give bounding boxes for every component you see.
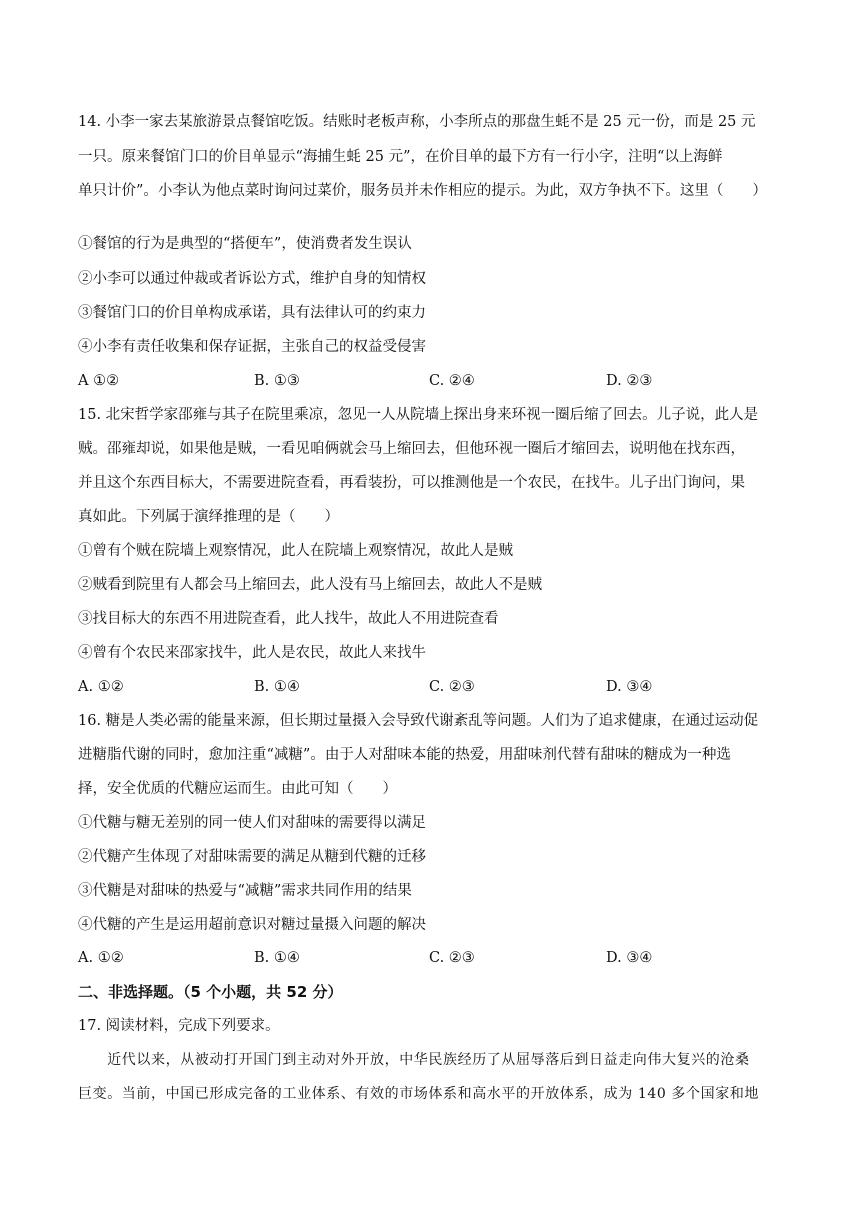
question-stem-line: 单只计价”。小李认为他点菜时询问过菜价，服务员并未作相应的提示。为此，双方争执不下。这里（ ） — [78, 183, 767, 199]
material-paragraph-line: 巨变。当前，中国已形成完备的工业体系、有效的市场体系和高水平的开放体系，成为 140 多个国家和地 — [78, 1086, 760, 1102]
statement-item: ④代糖的产生是运用超前意识对糖过量摄入问题的解决 — [78, 917, 426, 933]
option-b: B. ①③ — [254, 373, 300, 389]
question-stem-line: 并且这个东西目标大，不需要进院查看，再看装扮，可以推测他是一个农民，在找牛。儿子出门询问，果 — [78, 475, 745, 491]
option-a: A. ①② — [78, 950, 124, 966]
option-d: D. ③④ — [606, 950, 653, 966]
statement-item: ③代糖是对甜味的热爱与“减糖”需求共同作用的结果 — [78, 883, 412, 899]
option-b: B. ①④ — [254, 679, 300, 695]
section-heading: 二、非选择题。（5 个小题，共 52 分） — [78, 983, 343, 1001]
statement-item: ③找目标大的东西不用进院查看，此人找牛，故此人不用进院查看 — [78, 611, 499, 627]
material-paragraph-line: 近代以来，从被动打开国门到主动对外开放，中华民族经历了从屈辱落后到日益走向伟大复兴的沧桑 — [78, 1052, 750, 1068]
question-stem-line: 贼。邵雍却说，如果他是贼，一看见咱俩就会马上缩回去，但他环视一圈后才缩回去，说明他在找东西， — [78, 441, 745, 457]
option-d: D. ②③ — [606, 373, 653, 389]
statement-item: ④小李有责任收集和保存证据，主张自己的权益受侵害 — [78, 339, 426, 355]
option-a: A ①② — [78, 373, 120, 389]
statement-item: ④曾有个农民来邵家找牛，此人是农民，故此人来找牛 — [78, 645, 426, 661]
question-stem-line: 17. 阅读材料，完成下列要求。 — [78, 1018, 280, 1034]
statement-item: ①餐馆的行为是典型的“搭便车”，使消费者发生误认 — [78, 236, 412, 252]
statement-item: ②代糖产生体现了对甜味需要的满足从糖到代糖的迁移 — [78, 849, 426, 865]
option-c: C. ②③ — [429, 679, 475, 695]
question-stem-line: 择，安全优质的代糖应运而生。由此可知（ ） — [78, 781, 397, 797]
option-c: C. ②③ — [429, 950, 475, 966]
question-stem-line: 15. 北宋哲学家邵雍与其子在院里乘凉，忽见一人从院墙上探出身来环视一圈后缩了回去。儿子说，此人是 — [78, 407, 759, 423]
option-a: A. ①② — [78, 679, 124, 695]
option-b: B. ①④ — [254, 950, 300, 966]
question-stem-line: 一只。原来餐馆门口的价目单显示“海捕生蚝 25 元”，在价目单的最下方有一行小字，注明“以上海鲜 — [78, 149, 723, 165]
statement-item: ①曾有个贼在院墙上观察情况，此人在院墙上观察情况，故此人是贼 — [78, 543, 513, 559]
question-stem-line: 真如此。下列属于演绎推理的是（ ） — [78, 509, 339, 525]
option-d: D. ③④ — [606, 679, 653, 695]
statement-item: ②贼看到院里有人都会马上缩回去，此人没有马上缩回去，故此人不是贼 — [78, 577, 542, 593]
question-stem-line: 进糖脂代谢的同时，愈加注重“减糖”。由于人对甜味本能的热爱，用甜味剂代替有甜味的糖成为一种选 — [78, 747, 731, 763]
statement-item: ③餐馆门口的价目单构成承诺，具有法律认可的约束力 — [78, 305, 426, 321]
statement-item: ②小李可以通过仲裁或者诉讼方式，维护自身的知情权 — [78, 271, 426, 287]
question-stem-line: 16. 糖是人类必需的能量来源，但长期过量摄入会导致代谢紊乱等问题。人们为了追求健康，在通过运动促 — [78, 713, 759, 729]
question-stem-line: 14. 小李一家去某旅游景点餐馆吃饭。结账时老板声称，小李所点的那盘生蚝不是 25 元一份，而是 25 元 — [78, 114, 756, 130]
statement-item: ①代糖与糖无差别的同一使人们对甜味的需要得以满足 — [78, 815, 426, 831]
option-c: C. ②④ — [429, 373, 475, 389]
